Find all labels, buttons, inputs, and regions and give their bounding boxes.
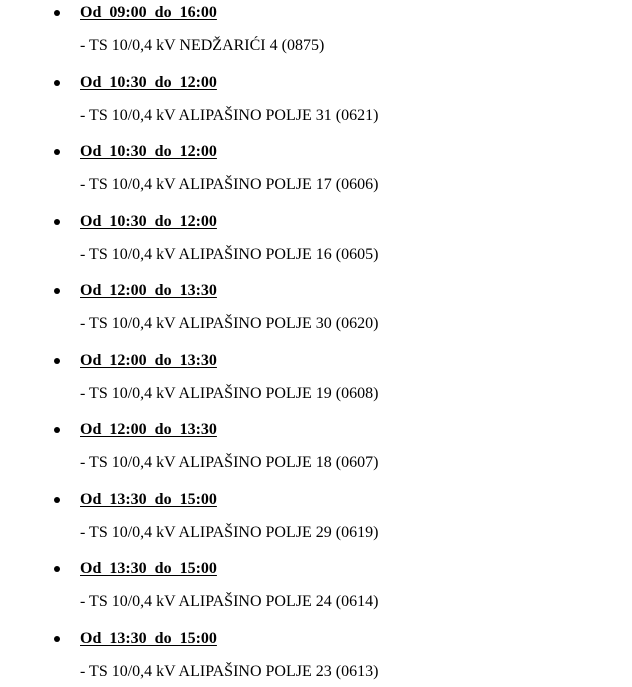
bullet-icon bbox=[54, 10, 60, 16]
schedule-entry bbox=[0, 348, 632, 418]
transformer-station-line: - TS 10/0,4 kV ALIPAŠINO POLJE 18 (0607) bbox=[80, 454, 379, 471]
schedule-entry bbox=[0, 556, 632, 626]
time-range-heading: Od 13:30 do 15:00 bbox=[80, 560, 217, 577]
schedule-entry bbox=[0, 487, 632, 557]
bullet-icon bbox=[54, 80, 60, 86]
schedule-entry bbox=[0, 626, 632, 687]
transformer-station-line: - TS 10/0,4 kV ALIPAŠINO POLJE 24 (0614) bbox=[80, 593, 379, 610]
schedule-entry bbox=[0, 139, 632, 209]
transformer-station-line: - TS 10/0,4 kV ALIPAŠINO POLJE 23 (0613) bbox=[80, 662, 379, 680]
bullet-icon bbox=[54, 497, 60, 503]
schedule-entry bbox=[0, 0, 632, 70]
schedule-entry bbox=[0, 278, 632, 348]
bullet-icon bbox=[54, 427, 60, 433]
schedule-entry bbox=[0, 70, 632, 140]
bullet-icon bbox=[54, 219, 60, 225]
time-range-heading: Od 09:00 do 16:00 bbox=[80, 4, 217, 21]
bullet-icon bbox=[54, 288, 60, 294]
transformer-station-line: - TS 10/0,4 kV ALIPAŠINO POLJE 29 (0619) bbox=[80, 523, 379, 541]
time-range-heading: Od 13:30 do 15:00 bbox=[80, 490, 217, 508]
time-range-heading: Od 10:30 do 12:00 bbox=[80, 143, 217, 160]
transformer-station-line: - TS 10/0,4 kV ALIPAŠINO POLJE 31 (0621) bbox=[80, 106, 379, 124]
schedule-entry bbox=[0, 209, 632, 279]
time-range-heading: Od 12:00 do 13:30 bbox=[80, 282, 217, 299]
schedule-entry bbox=[0, 417, 632, 487]
bullet-icon bbox=[54, 358, 60, 364]
bullet-icon bbox=[54, 149, 60, 155]
time-range-heading: Od 12:00 do 13:30 bbox=[80, 421, 217, 438]
transformer-station-line: - TS 10/0,4 kV ALIPAŠINO POLJE 19 (0608) bbox=[80, 384, 379, 402]
transformer-station-line: - TS 10/0,4 kV NEDŽARIĆI 4 (0875) bbox=[80, 37, 325, 54]
bullet-icon bbox=[54, 636, 60, 642]
bullet-icon bbox=[54, 566, 60, 572]
time-range-heading: Od 13:30 do 15:00 bbox=[80, 629, 217, 647]
time-range-heading: Od 10:30 do 12:00 bbox=[80, 212, 217, 230]
time-range-heading: Od 12:00 do 13:30 bbox=[80, 351, 217, 369]
transformer-station-line: - TS 10/0,4 kV ALIPAŠINO POLJE 16 (0605) bbox=[80, 245, 379, 263]
transformer-station-line: - TS 10/0,4 kV ALIPAŠINO POLJE 17 (0606) bbox=[80, 176, 379, 193]
time-range-heading: Od 10:30 do 12:00 bbox=[80, 73, 217, 91]
transformer-station-line: - TS 10/0,4 kV ALIPAŠINO POLJE 30 (0620) bbox=[80, 315, 379, 332]
